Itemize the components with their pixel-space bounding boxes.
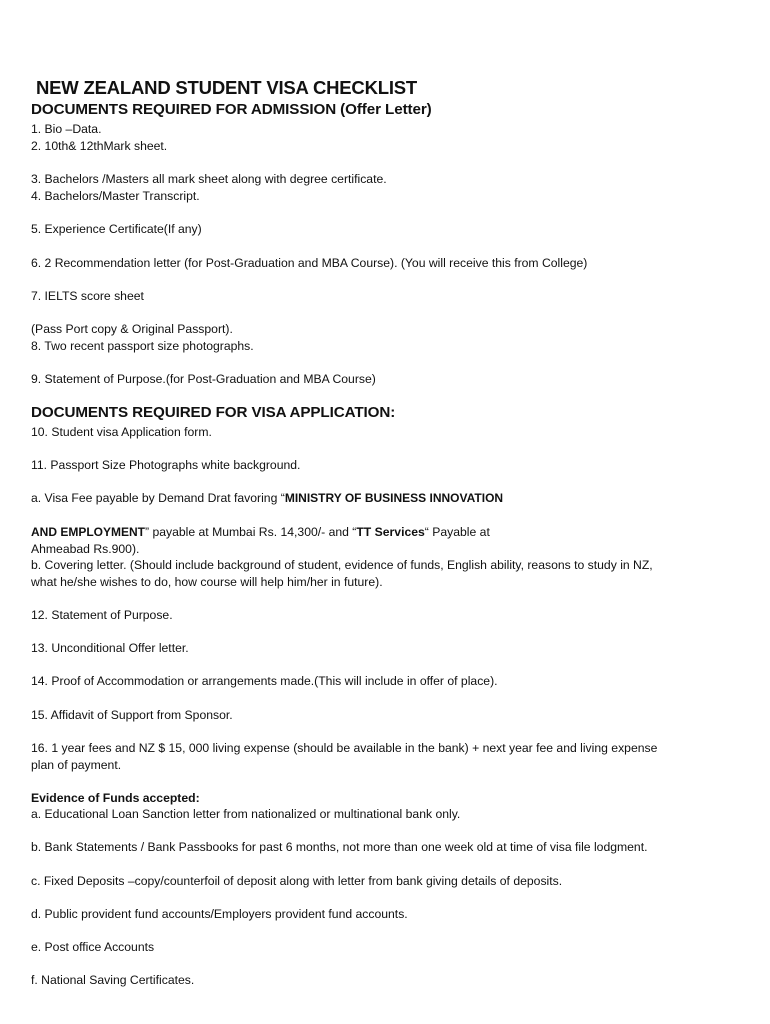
- visa-fee-line-2: [31, 524, 490, 540]
- visa-item-15: 15. Affidavit of Support from Sponsor.: [31, 708, 233, 722]
- page-title: NEW ZEALAND STUDENT VISA CHECKLIST: [36, 77, 418, 98]
- funds-item-d: d. Public provident fund accounts/Employers provident fund accounts.: [31, 907, 408, 921]
- visa-item-16-line-1: 16. 1 year fees and NZ $ 15, 000 living expense (should be available in the bank) + next year fee and living expense: [31, 741, 658, 755]
- visa-fee-mumbai: ” payable at Mumbai Rs. 14,300/- and “: [145, 525, 357, 539]
- covering-letter-line-2: what he/she wishes to do, how course will help him/her in future).: [31, 575, 383, 589]
- admission-heading: DOCUMENTS REQUIRED FOR ADMISSION (Offer Letter): [31, 101, 432, 118]
- admission-item-5: 5. Experience Certificate(If any): [31, 222, 202, 236]
- visa-item-14: 14. Proof of Accommodation or arrangements made.(This will include in offer of place).: [31, 674, 498, 688]
- visa-fee-prefix: a. Visa Fee payable by Demand Drat favoring “: [31, 491, 285, 505]
- visa-item-11: 11. Passport Size Photographs white background.: [31, 458, 301, 472]
- visa-heading: DOCUMENTS REQUIRED FOR VISA APPLICATION:: [31, 404, 396, 421]
- funds-item-b: b. Bank Statements / Bank Passbooks for past 6 months, not more than one week old at time of visa file lodgment.: [31, 840, 648, 854]
- visa-item-10: 10. Student visa Application form.: [31, 425, 212, 439]
- admission-item-7: 7. IELTS score sheet: [31, 289, 144, 303]
- visa-fee-line-3: Ahmeabad Rs.900).: [31, 542, 140, 556]
- admission-item-6: 6. 2 Recommendation letter (for Post-Graduation and MBA Course). (You will receive this from College): [31, 256, 588, 270]
- visa-fee-line-1: [31, 490, 503, 506]
- admission-item-3: 3. Bachelors /Masters all mark sheet along with degree certificate.: [31, 172, 387, 186]
- visa-fee-payable: “ Payable at: [424, 525, 490, 539]
- visa-fee-ministry: MINISTRY OF BUSINESS INNOVATION: [284, 491, 504, 505]
- visa-item-13: 13. Unconditional Offer letter.: [31, 641, 189, 655]
- funds-item-f: f. National Saving Certificates.: [31, 973, 195, 987]
- admission-item-8: 8. Two recent passport size photographs.: [31, 339, 254, 353]
- visa-fee-employment: AND EMPLOYMENT: [31, 525, 145, 539]
- admission-passport-note: (Pass Port copy & Original Passport).: [31, 322, 233, 336]
- visa-fee-tt-services: TT Services: [356, 525, 425, 539]
- funds-item-e: e. Post office Accounts: [31, 940, 155, 954]
- funds-item-a: a. Educational Loan Sanction letter from nationalized or multinational bank only.: [31, 807, 461, 821]
- visa-item-12: 12. Statement of Purpose.: [31, 608, 173, 622]
- admission-item-9: 9. Statement of Purpose.(for Post-Graduation and MBA Course): [31, 372, 376, 386]
- admission-item-2: 2. 10th& 12thMark sheet.: [31, 139, 168, 153]
- funds-heading: Evidence of Funds accepted:: [31, 791, 200, 805]
- funds-item-c: c. Fixed Deposits –copy/counterfoil of deposit along with letter from bank giving details of deposits.: [31, 874, 563, 888]
- admission-item-1: 1. Bio –Data.: [31, 122, 102, 136]
- visa-item-16-line-2: plan of payment.: [31, 758, 122, 772]
- covering-letter-line-1: b. Covering letter. (Should include background of student, evidence of funds, English ability, reasons to study in NZ,: [31, 558, 653, 572]
- admission-item-4: 4. Bachelors/Master Transcript.: [31, 189, 200, 203]
